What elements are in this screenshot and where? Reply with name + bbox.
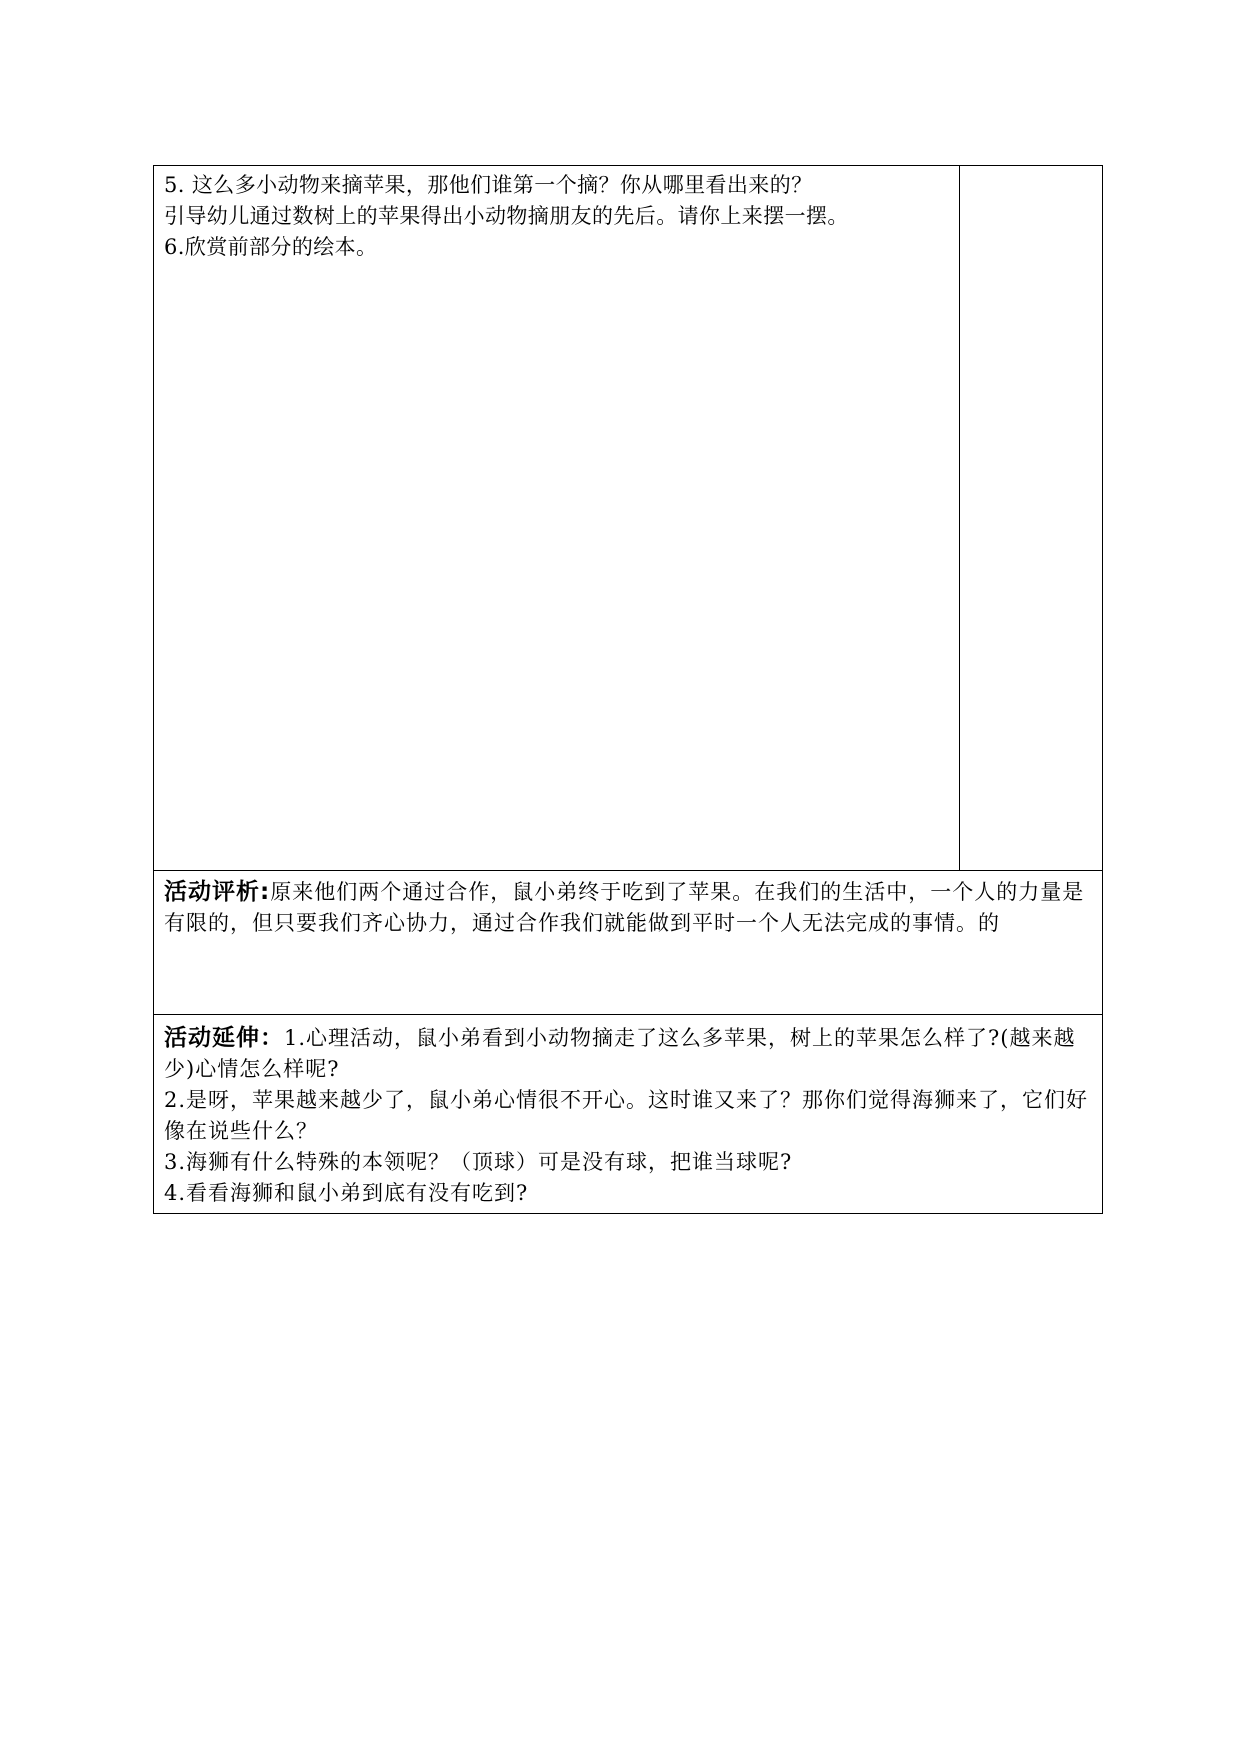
table-row — [154, 1015, 1103, 1214]
table-row — [154, 166, 1103, 871]
evaluation-paragraph — [164, 877, 1094, 939]
extension-item-2: 2.是呀，苹果越来越少了，鼠小弟心情很不开心。这时谁又来了？那你们觉得海狮来了，它们好像在说些什么？ — [164, 1088, 1089, 1143]
extension-item-4: 4.看看海狮和鼠小弟到底有没有吃到? — [164, 1181, 529, 1205]
notes-cell — [960, 166, 1103, 871]
extension-heading: 活动延伸： — [164, 1025, 284, 1051]
evaluation-heading: 活动评析: — [164, 879, 271, 905]
step-5-line: 5. 这么多小动物来摘苹果，那他们谁第一个摘？你从哪里看出来的？ — [164, 173, 813, 197]
extension-item-1-text: 1.心理活动，鼠小弟看到小动物摘走了这么多苹果，树上的苹果怎么样了?(越来越少)心情怎么样呢? — [164, 1026, 1076, 1081]
step-5-guidance-line: 引导幼儿通过数树上的苹果得出小动物摘朋友的先后。请你上来摆一摆。 — [164, 204, 849, 228]
extension-item-3: 3.海狮有什么特殊的本领呢？（顶球）可是没有球，把谁当球呢? — [164, 1150, 793, 1174]
step-6-line: 6.欣赏前部分的绘本。 — [164, 235, 378, 259]
table-row — [154, 871, 1103, 1015]
extension-cell — [154, 1015, 1103, 1214]
lesson-plan-table — [153, 165, 1103, 1214]
activity-steps-cell — [154, 166, 960, 871]
extension-item-1 — [164, 1023, 1094, 1085]
evaluation-cell — [154, 871, 1103, 1015]
evaluation-text: 原来他们两个通过合作，鼠小弟终于吃到了苹果。在我们的生活中，一个人的力量是有限的，但只要我们齐心协力，通过合作我们就能做到平时一个人无法完成的事情。的 — [164, 880, 1085, 935]
